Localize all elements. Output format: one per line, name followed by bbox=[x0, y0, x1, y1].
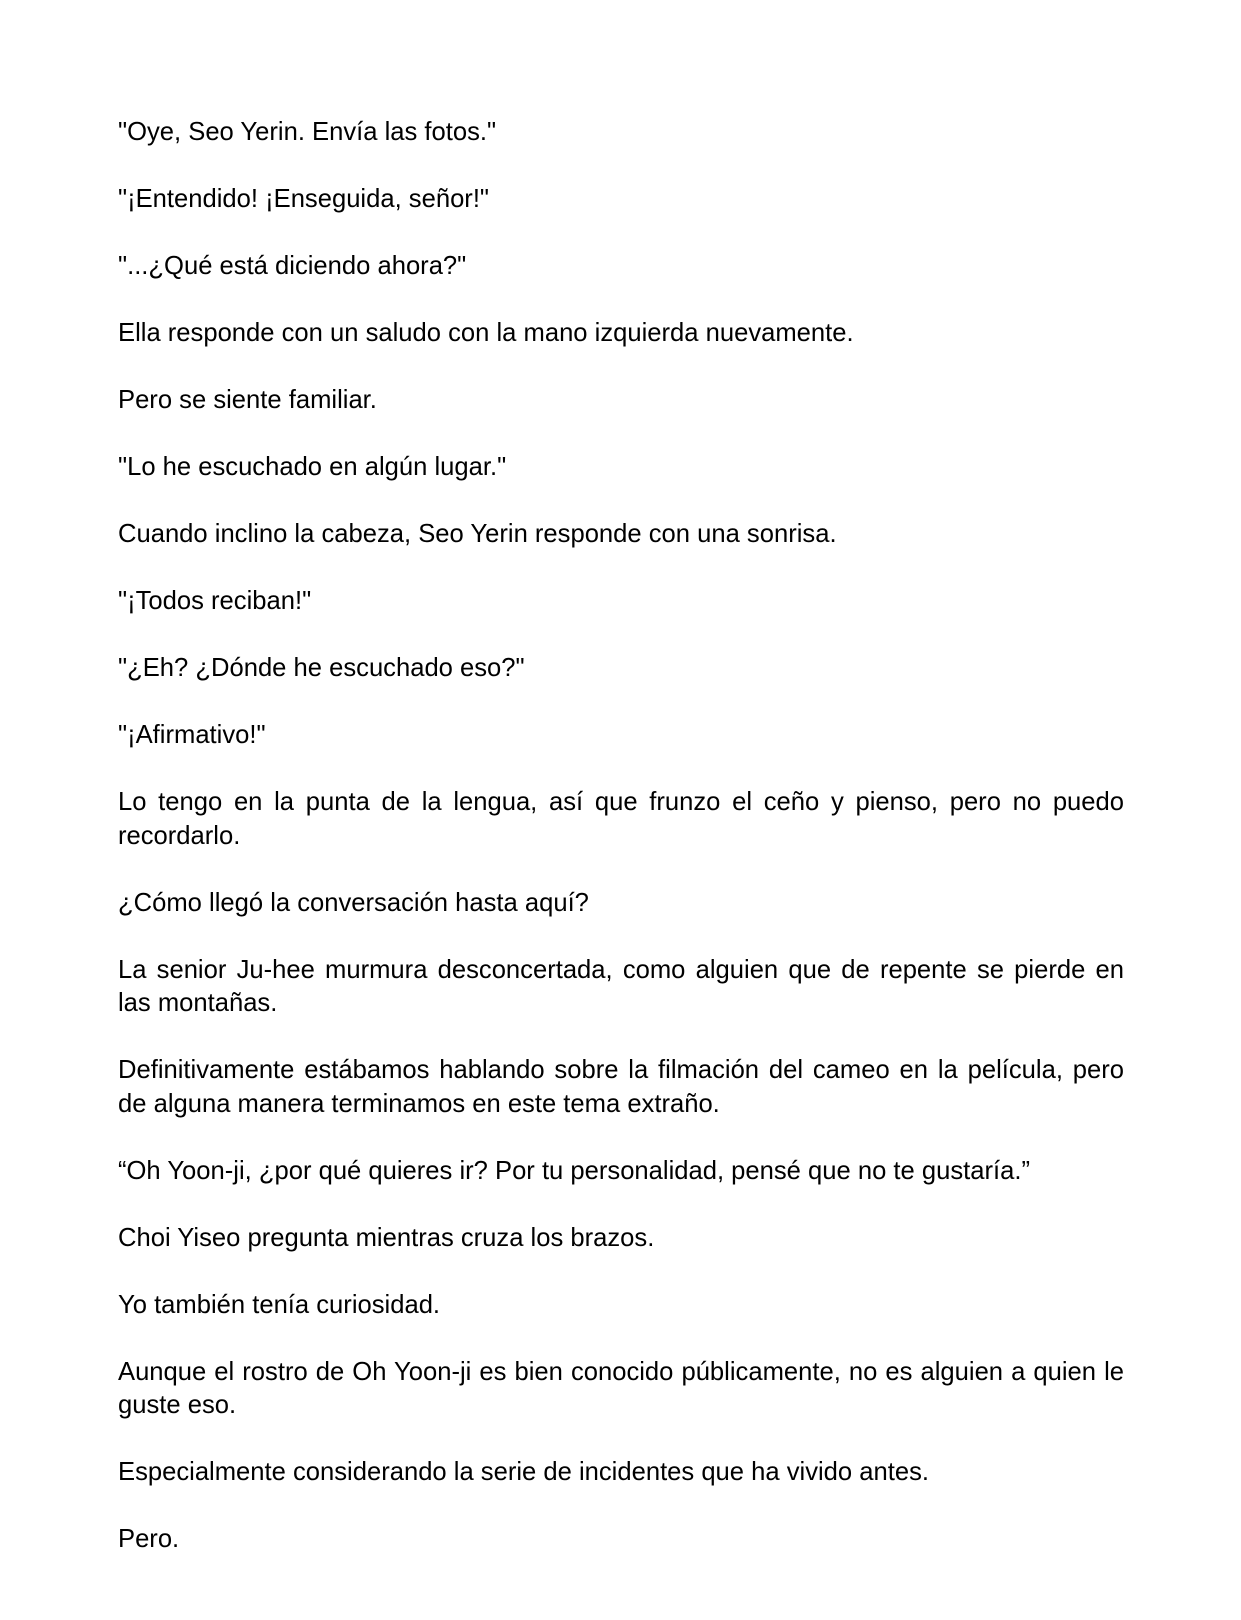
paragraph: "Lo he escuchado en algún lugar." bbox=[118, 453, 507, 481]
paragraph: Choi Yiseo pregunta mientras cruza los brazos. bbox=[118, 1223, 655, 1252]
paragraph: Cuando inclino la cabeza, Seo Yerin responde con una sonrisa. bbox=[118, 520, 837, 548]
paragraph: "¡Afirmativo!" bbox=[118, 721, 266, 749]
paragraph: Lo tengo en la punta de la lengua, así que frunzo el ceño y pienso, pero no puedo recordarlo. bbox=[118, 788, 1124, 850]
paragraph: "¡Entendido! ¡Enseguida, señor!" bbox=[118, 185, 490, 213]
paragraph: Especialmente considerando la serie de incidentes que ha vivido antes. bbox=[118, 1458, 929, 1486]
document-body bbox=[118, 116, 1124, 1590]
paragraph: Definitivamente estábamos hablando sobre la filmación del cameo en la película, pero de alguna manera terminamos en este tema extraño. bbox=[118, 1056, 1124, 1118]
paragraph: "¡Todos reciban!" bbox=[118, 587, 312, 615]
paragraph: Pero. bbox=[118, 1525, 180, 1553]
paragraph: "Oye, Seo Yerin. Envía las fotos." bbox=[118, 118, 497, 146]
paragraph: Yo también tenía curiosidad. bbox=[118, 1290, 441, 1319]
paragraph: Aunque el rostro de Oh Yoon-ji es bien conocido públicamente, no es alguien a quien le guste eso. bbox=[118, 1357, 1124, 1419]
paragraph: ¿Cómo llegó la conversación hasta aquí? bbox=[118, 888, 589, 917]
paragraph: “Oh Yoon-ji, ¿por qué quieres ir? Por tu personalidad, pensé que no te gustaría.” bbox=[118, 1156, 1030, 1185]
paragraph: La senior Ju-hee murmura desconcertada, como alguien que de repente se pierde en las montañas. bbox=[118, 955, 1124, 1017]
paragraph: Pero se siente familiar. bbox=[118, 386, 377, 414]
paragraph: Ella responde con un saludo con la mano izquierda nuevamente. bbox=[118, 319, 854, 347]
paragraph: "¿Eh? ¿Dónde he escuchado eso?" bbox=[118, 654, 525, 682]
paragraph: "...¿Qué está diciendo ahora?" bbox=[118, 252, 467, 280]
